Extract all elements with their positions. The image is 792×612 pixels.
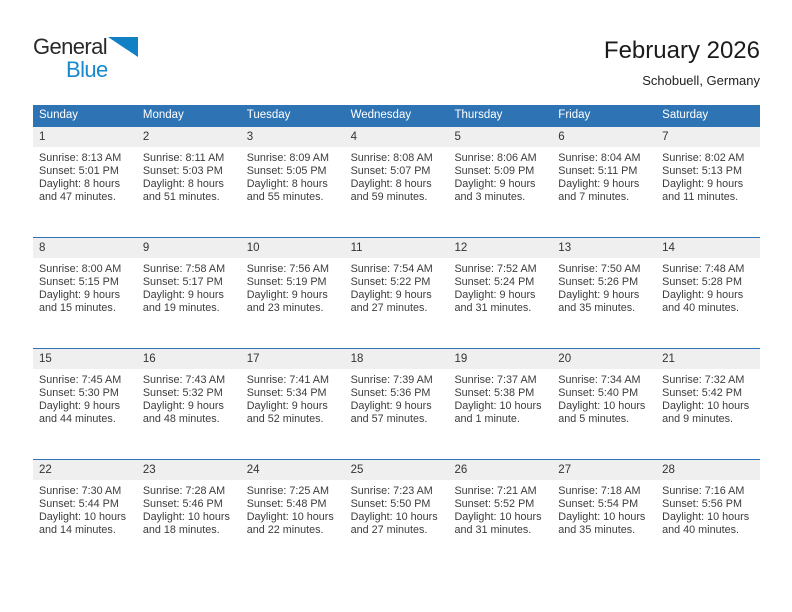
sunrise-line: Sunrise: 7:48 AM <box>662 263 745 275</box>
sunset-line: Sunset: 5:56 PM <box>662 498 742 510</box>
sunrise-line: Sunrise: 7:45 AM <box>39 374 122 386</box>
sunrise-line: Sunrise: 7:56 AM <box>246 263 329 275</box>
day-number: 10 <box>241 238 345 258</box>
sunrise-line: Sunrise: 7:23 AM <box>350 485 433 497</box>
daylight-line-1: Daylight: 8 hours <box>246 178 328 190</box>
day-header-friday: Friday <box>558 109 591 121</box>
sunset-line: Sunset: 5:30 PM <box>39 387 119 399</box>
day-number: 21 <box>656 349 760 369</box>
daylight-line-2: and 11 minutes. <box>662 191 739 203</box>
daylight-line-2: and 27 minutes. <box>350 524 428 536</box>
day-number: 26 <box>448 460 552 480</box>
day-number: 5 <box>448 127 552 147</box>
daylight-line-2: and 15 minutes. <box>39 302 116 314</box>
logo-text-general: General <box>33 34 108 59</box>
sunrise-line: Sunrise: 7:25 AM <box>246 485 329 497</box>
sunset-line: Sunset: 5:11 PM <box>558 165 638 177</box>
daylight-line-2: and 22 minutes. <box>246 524 324 536</box>
daylight-line-2: and 7 minutes. <box>558 191 630 203</box>
day-info <box>241 258 345 315</box>
daylight-line-1: Daylight: 9 hours <box>558 178 640 190</box>
day-cell-5 <box>448 127 552 237</box>
sunrise-line: Sunrise: 8:02 AM <box>662 152 745 164</box>
sunset-line: Sunset: 5:54 PM <box>558 498 639 510</box>
day-info <box>137 258 241 315</box>
calendar-table <box>33 105 760 570</box>
location-subtitle: Schobuell, Germany <box>642 73 760 88</box>
day-number: 7 <box>656 127 760 147</box>
day-info <box>448 480 552 537</box>
day-info <box>345 369 449 426</box>
sunset-line: Sunset: 5:01 PM <box>39 165 119 177</box>
daylight-line-2: and 47 minutes. <box>39 191 116 203</box>
day-number: 25 <box>345 460 449 480</box>
day-info <box>345 147 449 204</box>
sunrise-line: Sunrise: 7:58 AM <box>142 263 226 275</box>
daylight-line-2: and 14 minutes. <box>39 524 116 536</box>
day-number: 19 <box>448 349 552 369</box>
day-cell-2 <box>137 127 241 237</box>
day-number: 27 <box>552 460 656 480</box>
day-cell-21 <box>656 349 760 459</box>
sunset-line: Sunset: 5:24 PM <box>454 276 535 288</box>
daylight-line-2: and 5 minutes. <box>558 413 630 425</box>
sunset-line: Sunset: 5:03 PM <box>142 165 223 177</box>
day-cell-17 <box>241 349 345 459</box>
day-info <box>552 369 656 426</box>
daylight-line-2: and 44 minutes. <box>39 413 116 425</box>
daylight-line-2: and 31 minutes. <box>454 524 532 536</box>
day-info <box>656 147 760 204</box>
daylight-line-1: Daylight: 9 hours <box>350 289 432 301</box>
daylight-line-1: Daylight: 10 hours <box>246 511 334 523</box>
day-cell-23 <box>137 460 241 570</box>
day-cell-1 <box>33 127 137 237</box>
day-info <box>137 480 241 537</box>
sunrise-line: Sunrise: 8:00 AM <box>39 263 122 275</box>
day-header-wednesday: Wednesday <box>350 109 412 121</box>
daylight-line-1: Daylight: 9 hours <box>454 289 536 301</box>
daylight-line-2: and 1 minute. <box>454 413 520 425</box>
daylight-line-1: Daylight: 9 hours <box>142 400 224 412</box>
sunrise-line: Sunrise: 8:09 AM <box>246 152 329 164</box>
day-info <box>656 480 760 537</box>
day-info <box>552 147 656 204</box>
sunset-line: Sunset: 5:26 PM <box>558 276 639 288</box>
daylight-line-1: Daylight: 9 hours <box>662 178 744 190</box>
day-cell-20 <box>552 349 656 459</box>
daylight-line-2: and 52 minutes. <box>246 413 324 425</box>
day-cell-28 <box>656 460 760 570</box>
day-number: 11 <box>345 238 449 258</box>
sunrise-line: Sunrise: 8:08 AM <box>350 152 433 164</box>
sunrise-line: Sunrise: 8:04 AM <box>558 152 641 164</box>
day-cell-8 <box>33 238 137 348</box>
daylight-line-1: Daylight: 9 hours <box>246 400 328 412</box>
daylight-line-2: and 40 minutes. <box>662 524 739 536</box>
sunset-line: Sunset: 5:19 PM <box>246 276 327 288</box>
day-number: 4 <box>345 127 449 147</box>
daylight-line-1: Daylight: 9 hours <box>39 289 121 301</box>
day-cell-13 <box>552 238 656 348</box>
daylight-line-1: Daylight: 9 hours <box>558 289 640 301</box>
sunset-line: Sunset: 5:15 PM <box>39 276 119 288</box>
day-info <box>241 480 345 537</box>
daylight-line-1: Daylight: 9 hours <box>39 400 121 412</box>
day-cell-6 <box>552 127 656 237</box>
daylight-line-2: and 48 minutes. <box>142 413 220 425</box>
day-header-saturday: Saturday <box>662 109 709 121</box>
daylight-line-2: and 40 minutes. <box>662 302 739 314</box>
daylight-line-2: and 51 minutes. <box>142 191 220 203</box>
day-number: 8 <box>33 238 137 258</box>
sunset-line: Sunset: 5:09 PM <box>454 165 535 177</box>
sunrise-line: Sunrise: 7:43 AM <box>142 374 226 386</box>
daylight-line-1: Daylight: 8 hours <box>350 178 432 190</box>
week-row <box>33 459 760 570</box>
sunrise-line: Sunrise: 7:39 AM <box>350 374 433 386</box>
day-number: 6 <box>552 127 656 147</box>
day-info <box>241 147 345 204</box>
day-cell-14 <box>656 238 760 348</box>
daylight-line-1: Daylight: 9 hours <box>350 400 432 412</box>
day-header-sunday: Sunday <box>39 109 79 121</box>
daylight-line-1: Daylight: 9 hours <box>454 178 536 190</box>
day-number: 23 <box>137 460 241 480</box>
daylight-line-2: and 3 minutes. <box>454 191 526 203</box>
daylight-line-1: Daylight: 9 hours <box>142 289 224 301</box>
daylight-line-1: Daylight: 10 hours <box>662 511 750 523</box>
daylight-line-1: Daylight: 9 hours <box>662 289 744 301</box>
day-cell-12 <box>448 238 552 348</box>
day-info <box>33 480 137 537</box>
day-info <box>552 480 656 537</box>
day-info <box>448 258 552 315</box>
day-info <box>33 369 137 426</box>
daylight-line-1: Daylight: 10 hours <box>39 511 127 523</box>
sunset-line: Sunset: 5:42 PM <box>662 387 742 399</box>
day-cell-9 <box>137 238 241 348</box>
day-cell-7 <box>656 127 760 237</box>
daylight-line-1: Daylight: 10 hours <box>454 400 542 412</box>
sunrise-line: Sunrise: 8:13 AM <box>39 152 122 164</box>
daylight-line-2: and 18 minutes. <box>142 524 220 536</box>
sunset-line: Sunset: 5:38 PM <box>454 387 535 399</box>
day-info <box>448 147 552 204</box>
daylight-line-1: Daylight: 8 hours <box>39 178 121 190</box>
day-header-tuesday: Tuesday <box>246 109 291 121</box>
daylight-line-1: Daylight: 10 hours <box>662 400 750 412</box>
day-number: 15 <box>33 349 137 369</box>
general-blue-logo <box>33 36 143 80</box>
day-number: 2 <box>137 127 241 147</box>
day-number: 16 <box>137 349 241 369</box>
day-cell-3 <box>241 127 345 237</box>
day-header-row <box>33 105 760 126</box>
daylight-line-1: Daylight: 10 hours <box>142 511 230 523</box>
day-number: 9 <box>137 238 241 258</box>
daylight-line-2: and 59 minutes. <box>350 191 428 203</box>
sunrise-line: Sunrise: 7:28 AM <box>142 485 226 497</box>
day-number: 17 <box>241 349 345 369</box>
sunrise-line: Sunrise: 7:30 AM <box>39 485 122 497</box>
daylight-line-1: Daylight: 10 hours <box>558 511 646 523</box>
daylight-line-2: and 31 minutes. <box>454 302 532 314</box>
sunrise-line: Sunrise: 7:18 AM <box>558 485 641 497</box>
page-title: February 2026 <box>603 37 760 64</box>
day-info <box>345 480 449 537</box>
sunset-line: Sunset: 5:48 PM <box>246 498 327 510</box>
sunrise-line: Sunrise: 7:34 AM <box>558 374 641 386</box>
daylight-line-1: Daylight: 9 hours <box>246 289 328 301</box>
sunset-line: Sunset: 5:52 PM <box>454 498 535 510</box>
day-info <box>137 369 241 426</box>
sunset-line: Sunset: 5:32 PM <box>142 387 223 399</box>
calendar-weeks <box>33 126 760 570</box>
day-info <box>656 369 760 426</box>
sunrise-line: Sunrise: 7:52 AM <box>454 263 537 275</box>
day-cell-4 <box>345 127 449 237</box>
day-number: 14 <box>656 238 760 258</box>
day-cell-15 <box>33 349 137 459</box>
day-cell-16 <box>137 349 241 459</box>
sunset-line: Sunset: 5:44 PM <box>39 498 119 510</box>
sunset-line: Sunset: 5:28 PM <box>662 276 742 288</box>
daylight-line-1: Daylight: 10 hours <box>558 400 646 412</box>
day-cell-26 <box>448 460 552 570</box>
sunset-line: Sunset: 5:36 PM <box>350 387 431 399</box>
day-header-thursday: Thursday <box>454 109 503 121</box>
daylight-line-2: and 35 minutes. <box>558 302 636 314</box>
week-row <box>33 237 760 348</box>
day-info <box>448 369 552 426</box>
day-cell-25 <box>345 460 449 570</box>
day-info <box>345 258 449 315</box>
daylight-line-2: and 9 minutes. <box>662 413 733 425</box>
day-number: 12 <box>448 238 552 258</box>
daylight-line-2: and 19 minutes. <box>142 302 220 314</box>
sunset-line: Sunset: 5:22 PM <box>350 276 431 288</box>
day-cell-10 <box>241 238 345 348</box>
sunset-line: Sunset: 5:50 PM <box>350 498 431 510</box>
day-number: 3 <box>241 127 345 147</box>
daylight-line-1: Daylight: 8 hours <box>142 178 224 190</box>
day-header-monday: Monday <box>142 109 184 121</box>
daylight-line-2: and 27 minutes. <box>350 302 428 314</box>
day-number: 22 <box>33 460 137 480</box>
day-info <box>656 258 760 315</box>
day-info <box>33 147 137 204</box>
day-info <box>241 369 345 426</box>
week-row <box>33 126 760 237</box>
sunset-line: Sunset: 5:46 PM <box>142 498 223 510</box>
daylight-line-1: Daylight: 10 hours <box>454 511 542 523</box>
sunset-line: Sunset: 5:07 PM <box>350 165 431 177</box>
day-info <box>552 258 656 315</box>
day-cell-19 <box>448 349 552 459</box>
daylight-line-1: Daylight: 10 hours <box>350 511 438 523</box>
day-number: 24 <box>241 460 345 480</box>
daylight-line-2: and 55 minutes. <box>246 191 324 203</box>
sunrise-line: Sunrise: 7:41 AM <box>246 374 329 386</box>
logo-triangle-icon <box>108 37 138 62</box>
sunrise-line: Sunrise: 7:54 AM <box>350 263 433 275</box>
day-cell-18 <box>345 349 449 459</box>
sunrise-line: Sunrise: 7:50 AM <box>558 263 641 275</box>
sunrise-line: Sunrise: 8:06 AM <box>454 152 537 164</box>
sunrise-line: Sunrise: 7:37 AM <box>454 374 537 386</box>
sunrise-line: Sunrise: 8:11 AM <box>142 152 225 164</box>
sunrise-line: Sunrise: 7:21 AM <box>454 485 537 497</box>
day-number: 18 <box>345 349 449 369</box>
sunset-line: Sunset: 5:05 PM <box>246 165 327 177</box>
day-cell-11 <box>345 238 449 348</box>
day-cell-24 <box>241 460 345 570</box>
day-number: 13 <box>552 238 656 258</box>
day-number: 1 <box>33 127 137 147</box>
day-number: 20 <box>552 349 656 369</box>
day-info <box>33 258 137 315</box>
sunrise-line: Sunrise: 7:32 AM <box>662 374 745 386</box>
week-row <box>33 348 760 459</box>
day-cell-27 <box>552 460 656 570</box>
sunset-line: Sunset: 5:34 PM <box>246 387 327 399</box>
sunset-line: Sunset: 5:13 PM <box>662 165 742 177</box>
sunset-line: Sunset: 5:40 PM <box>558 387 639 399</box>
logo-text-blue: Blue <box>66 57 108 82</box>
day-info <box>137 147 241 204</box>
daylight-line-2: and 35 minutes. <box>558 524 636 536</box>
sunset-line: Sunset: 5:17 PM <box>142 276 223 288</box>
sunrise-line: Sunrise: 7:16 AM <box>662 485 745 497</box>
title-block <box>604 38 760 88</box>
daylight-line-2: and 23 minutes. <box>246 302 324 314</box>
daylight-line-2: and 57 minutes. <box>350 413 428 425</box>
day-number: 28 <box>656 460 760 480</box>
day-cell-22 <box>33 460 137 570</box>
